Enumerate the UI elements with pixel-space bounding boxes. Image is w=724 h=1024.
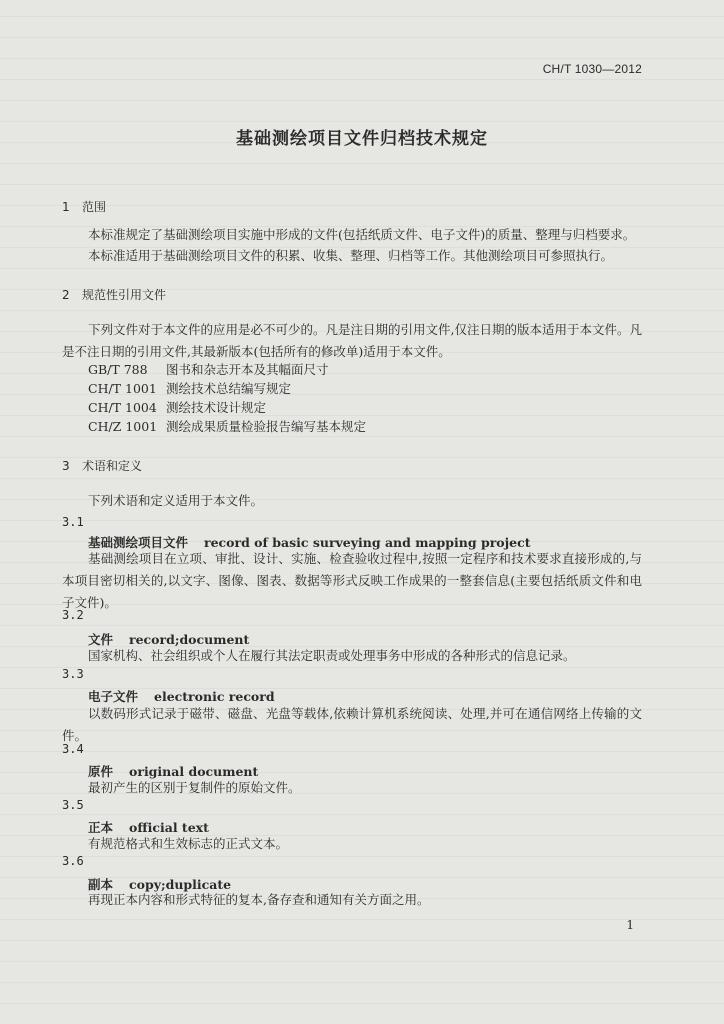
term-chinese: 文件 [88,632,114,647]
term-chinese: 电子文件 [88,689,139,704]
scope-paragraph-2: 本标准适用于基础测绘项目文件的积累、收集、整理、归档等工作。其他测绘项目可参照执行。 [88,248,614,263]
scope-paragraph-1: 本标准规定了基础测绘项目实施中形成的文件(包括纸质文件、电子文件)的质量、整理与归档要求。 [88,227,636,242]
term-chinese: 基础测绘项目文件 [88,535,189,550]
reference-item [88,379,291,397]
reference-item [88,360,329,378]
term-english: record;document [129,632,250,647]
reference-code: CH/T 1001 [88,381,157,396]
reference-title: 测绘技术设计规定 [166,400,267,415]
reference-item [88,398,266,416]
normative-references-intro: 下列文件对于本文件的应用是必不可少的。凡是注日期的引用文件,仅注日期的版本适用于本文件。凡是不注日期的引用文件,其最新版本(包括所有的修改单)适用于本文件。 [62,322,642,359]
term-chinese: 副本 [88,877,114,892]
term-chinese: 原件 [88,764,114,779]
section-1-heading [62,198,106,215]
section-3-heading [62,457,142,474]
section-title: 规范性引用文件 [82,288,167,302]
term-english: electronic record [154,689,275,704]
term-number: 3.2 [62,608,84,622]
section-title: 范围 [82,200,107,214]
term-number: 3.6 [62,854,84,868]
standard-code: CH/T 1030—2012 [542,62,642,76]
term-definition: 以数码形式记录于磁带、磁盘、光盘等载体,依赖计算机系统阅读、处理,并可在通信网络上传输的文件。 [62,706,642,743]
reference-code: CH/Z 1001 [88,419,158,434]
term-definition: 最初产生的区别于复制件的原始文件。 [88,780,301,795]
section-number: 1 [62,200,70,214]
terms-intro: 下列术语和定义适用于本文件。 [88,493,264,508]
term-english: original document [129,764,259,779]
term-number: 3.5 [62,798,84,812]
reference-title: 测绘成果质量检验报告编写基本规定 [166,419,367,434]
term-definition: 国家机构、社会组织或个人在履行其法定职责或处理事务中形成的各种形式的信息记录。 [88,648,576,663]
term-definition: 有规范格式和生效标志的正式文本。 [88,836,289,851]
reference-code: GB/T 788 [88,362,148,377]
section-number: 2 [62,288,70,302]
document-title: 基础测绘项目文件归档技术规定 [236,129,488,149]
section-number: 3 [62,459,70,473]
term-english: copy;duplicate [129,877,232,892]
reference-code: CH/T 1004 [88,400,157,415]
term-number: 3.1 [62,515,84,529]
section-2-heading [62,286,166,303]
section-title: 术语和定义 [82,459,143,473]
term-english: record of basic surveying and mapping project [204,535,531,550]
term-number: 3.3 [62,667,84,681]
term-number: 3.4 [62,742,84,756]
term-chinese: 正本 [88,820,114,835]
reference-item [88,417,366,435]
term-definition: 再现正本内容和形式特征的复本,备存查和通知有关方面之用。 [88,892,430,907]
page-number: 1 [626,918,634,932]
reference-title: 测绘技术总结编写规定 [166,381,292,396]
reference-title: 图书和杂志开本及其幅面尺寸 [166,362,329,377]
term-definition: 基础测绘项目在立项、审批、设计、实施、检查验收过程中,按照一定程序和技术要求直接形成的,与本项目密切相关的,以文字、图像、图表、数据等形式反映工作成果的一整套信息(主要包括纸质文件和电子文件)。 [62,551,642,610]
term-english: official text [129,820,209,835]
